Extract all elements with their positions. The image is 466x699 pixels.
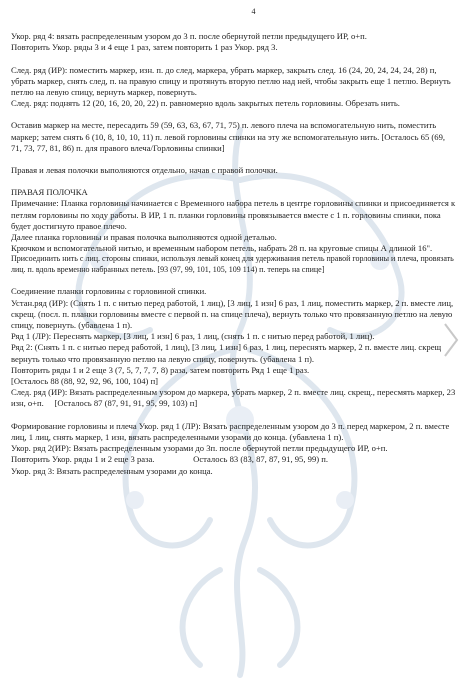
- paragraph-text: След. ряд (ИР): Вязать распределенным узором до маркера, убрать маркер, 2 п. вместе лиц. скрещ., пересмять маркер, 23 изн, о+п.: [11, 387, 456, 409]
- paragraph: Правая и левая полочки выполняются отдельно, начав с правой полочки.: [11, 165, 278, 176]
- paragraph: [Осталось 88 (88, 92, 92, 96, 100, 104) п]: [11, 376, 159, 387]
- next-page-arrow[interactable]: [442, 322, 460, 358]
- paragraph: Повторить ряды 1 и 2 еще 3 (7, 5, 7, 7, 7, 8) раза, затем повторить Ряд 1 еще 1 раз.: [11, 364, 310, 375]
- paragraph: Ряд 1 (ЛР): Переснять маркер, [3 лиц, 1 изн] 6 раз, 1 лиц, (снять 1 п. с нитью перед работой, 1 лиц).: [11, 331, 375, 342]
- paragraph: Далее планка горловины и правая полочка выполняются одной деталью.: [11, 232, 277, 243]
- paragraph: Повторить Укор. ряды 3 и 4 еще 1 раз, затем повторить 1 раз Укор. ряд 3.: [11, 42, 278, 53]
- paragraph: Крючком и вспомогательной нитью, и временным набором петель, набрать 28 п. на круговые спицы А длиной 16".: [11, 243, 433, 254]
- paragraph-text: Повторить Укор. ряды 1 и 2 еще 3 раза.: [11, 454, 155, 465]
- page-number: 4: [251, 7, 256, 16]
- paragraph: [11, 454, 456, 465]
- paragraph: Устан.ряд (ИР): (Снять 1 п. с нитью перед работой, 1 лиц), [3 лиц, 1 изн] 6 раз, 1 лиц, поместить маркер, 2 п. вместе лиц, скрещ. (посл. п. планки горловины вместе с первой п. на спице плеча), вернуть только что провязанную петлю на левую спицу, повернуть. (убавлена 1 п).: [11, 297, 454, 331]
- paragraph: Укор. ряд 3: Вязать распределенным узорами до конца.: [11, 465, 213, 476]
- paragraph: След. ряд (ИР): поместить маркер, изн. п. до след, маркера, убрать маркер, закрыть след. 16 (24, 20, 24, 24, 24, 28) п, убрать маркер, снять след, п. на правую спицу и протянуть вторую петлю над ней, чтобы закрыть еще 1 петлю. Вернуть петлю на левую спицу, вернуть маркер, повернуть.: [11, 64, 451, 98]
- paragraph: Оставив маркер на месте, пересадить 59 (59, 63, 63, 67, 71, 75) п. левого плеча на вспомогательную нить, поместить маркер; затем снять 6 (10, 8, 10, 10, 11) п. левой горловины спинки на эту же вспомогательную нить. [Осталось 65 (69, 71, 73, 77, 81, 86) п. для правого влеча/Горловины спинки]: [11, 120, 446, 153]
- paragraph: Укор. ряд 4: вязать распределенным узором до 3 п. после обернутой петли предыдущего ИР, о+п.: [11, 31, 367, 42]
- paragraph: Укор. ряд 2(ИР): Вязать распределенным узорами до 3п. после обернутой петли предыдущего ИР, о+п.: [11, 443, 388, 454]
- paragraph: Соединение планки горловины с горловиной спинки.: [11, 286, 207, 297]
- paragraph: [11, 387, 456, 409]
- paragraph: Присоединить нить с лиц. стороны спинки, используя левый конец для удерживания петель правой горловины и плеча, провязать лиц. п. вдоль временно набранных петель. [93 (97, 99, 101, 105, 109 114) п. теперь на спице]: [11, 254, 454, 274]
- stitch-count: [Осталось 87 (87, 91, 91, 95, 99, 103) п]: [54, 398, 198, 409]
- section-heading: ПРАВАЯ ПОЛОЧКА: [11, 187, 88, 198]
- chevron-right-icon: [442, 322, 460, 358]
- paragraph: Формирование горловины и плеча Укор. ряд 1 (ЛР): Вязать распределенным узором до 3 п. перед маркером, 2 п. вместе лиц, 1 лиц, снять маркер, 1 изн, вязать распределенными узорами до конца. (убавлена 1 п).: [11, 420, 450, 442]
- paragraph: Ряд 2: (Снять 1 п. с нитью перед работой, 1 лиц), [3 лиц, 1 изн] 6 раз, 1 лиц, переснять маркер, 2 п. вместе лиц. скрещ вернуть только что провязанную петлю на левую спицу, повернуть. (убавлена 1 п).: [11, 342, 442, 364]
- paragraph: Примечание: Планка горловины начинается с Временного набора петель в центре горловины спинки и присоединяется к петлям горловины по ходу работы. В ИР, 1 п. планки горловины провязывается вместе с 1 п. горловины спинки, пока будет достигнуто правое плечо.: [11, 198, 456, 231]
- paragraph: След. ряд: поднять 12 (20, 16, 20, 20, 22) п. равномерно вдоль закрытых петель горловины. Обрезать нить.: [11, 98, 400, 109]
- stitch-count: Осталось 83 (83, 87, 87, 91, 95, 99) п.: [193, 454, 329, 465]
